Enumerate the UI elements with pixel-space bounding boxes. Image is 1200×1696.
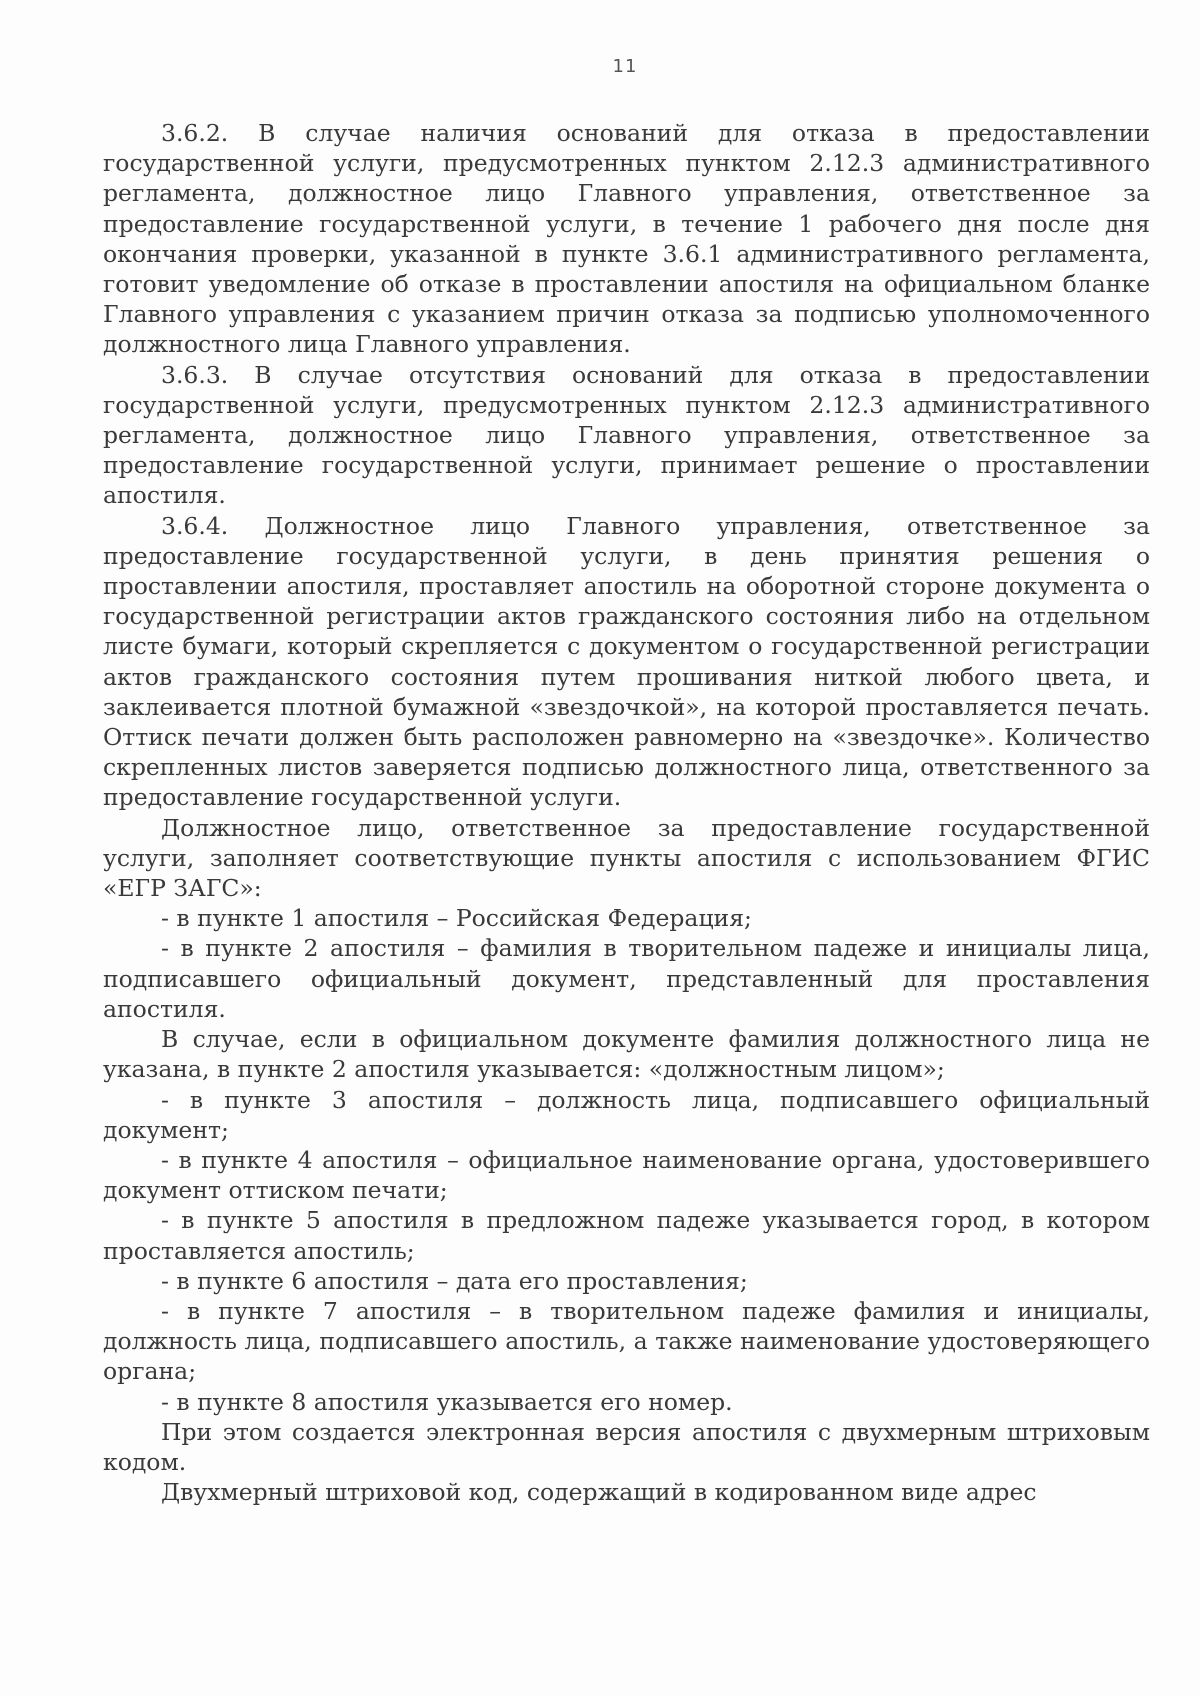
paragraph-3-6-2: 3.6.2. В случае наличия оснований для отказа в предоставлении государственной услуги, предусмотренных пунктом 2.12.3 административного регламента, должностное лицо Главного управления, ответственное за предоставление государственной услуги, в течение 1 рабочего дня после дня окончания проверки, указанной в пункте 3.6.1 административного регламента, готовит уведомление об отказе в проставлении апостиля на официальном бланке Главного управления с указанием причин отказа за подписью уполномоченного должностного лица Главного управления. xyxy=(103,119,1150,359)
paragraph-3-6-3: 3.6.3. В случае отсутствия оснований для отказа в предоставлении государственной услуги, предусмотренных пунктом 2.12.3 административного регламента, должностное лицо Главного управления, ответственное за предоставление государственной услуги, принимает решение о проставлении апостиля. xyxy=(103,360,1150,510)
paragraph-fill-apostille: Должностное лицо, ответственное за предоставление государственной услуги, заполняет соответствующие пункты апостиля с использованием ФГИС «ЕГР ЗАГС»: xyxy=(103,813,1150,903)
paragraph-barcode: Двухмерный штриховой код, содержащий в кодированном виде адрес xyxy=(161,1478,1037,1507)
list-item-point-4: - в пункте 4 апостиля – официальное наименование органа, удостоверившего документ оттиском печати; xyxy=(103,1145,1150,1205)
list-item-point-8: - в пункте 8 апостиля указывается его номер. xyxy=(161,1387,733,1416)
list-item-point-5: - в пункте 5 апостиля в предложном падеже указывается город, в котором проставляется апостиль; xyxy=(103,1206,1150,1265)
document-body xyxy=(103,118,1150,1507)
list-item-point-2: - в пункте 2 апостиля – фамилия в творительном падеже и инициалы лица, подписавшего официальный документ, представленный для проставления апостиля. xyxy=(103,934,1150,1023)
paragraph-3-6-4: 3.6.4. Должностное лицо Главного управления, ответственное за предоставление государственной услуги, в день принятия решения о проставлении апостиля, проставляет апостиль на оборотной стороне документа о государственной регистрации актов гражданского состояния либо на отдельном листе бумаги, который скрепляется с документом о государственной регистрации актов гражданского состояния путем прошивания ниткой любого цвета, и заклеивается плотной бумажной «звездочкой», на которой проставляется печать. Оттиск печати должен быть расположен равномерно на «звездочке». Количество скрепленных листов заверяется подписью должностного лица, ответственного за предоставление государственной услуги. xyxy=(103,511,1150,812)
list-item-point-3: - в пункте 3 апостиля – должность лица, подписавшего официальный документ; xyxy=(103,1085,1150,1144)
paragraph-no-surname: В случае, если в официальном документе фамилия должностного лица не указана, в пункте 2 апостиля указывается: «должностным лицом»; xyxy=(103,1025,1150,1084)
list-item-point-6: - в пункте 6 апостиля – дата его проставления; xyxy=(161,1266,748,1295)
list-item-point-7: - в пункте 7 апостиля – в творительном падеже фамилия и инициалы, должность лица, подписавшего апостиль, а также наименование удостоверяющего органа; xyxy=(103,1296,1150,1386)
list-item-point-1: - в пункте 1 апостиля – Российская Федерация; xyxy=(161,904,752,933)
paragraph-electronic-version: При этом создается электронная версия апостиля с двухмерным штриховым кодом. xyxy=(103,1417,1150,1476)
page-number: 11 xyxy=(612,56,638,77)
